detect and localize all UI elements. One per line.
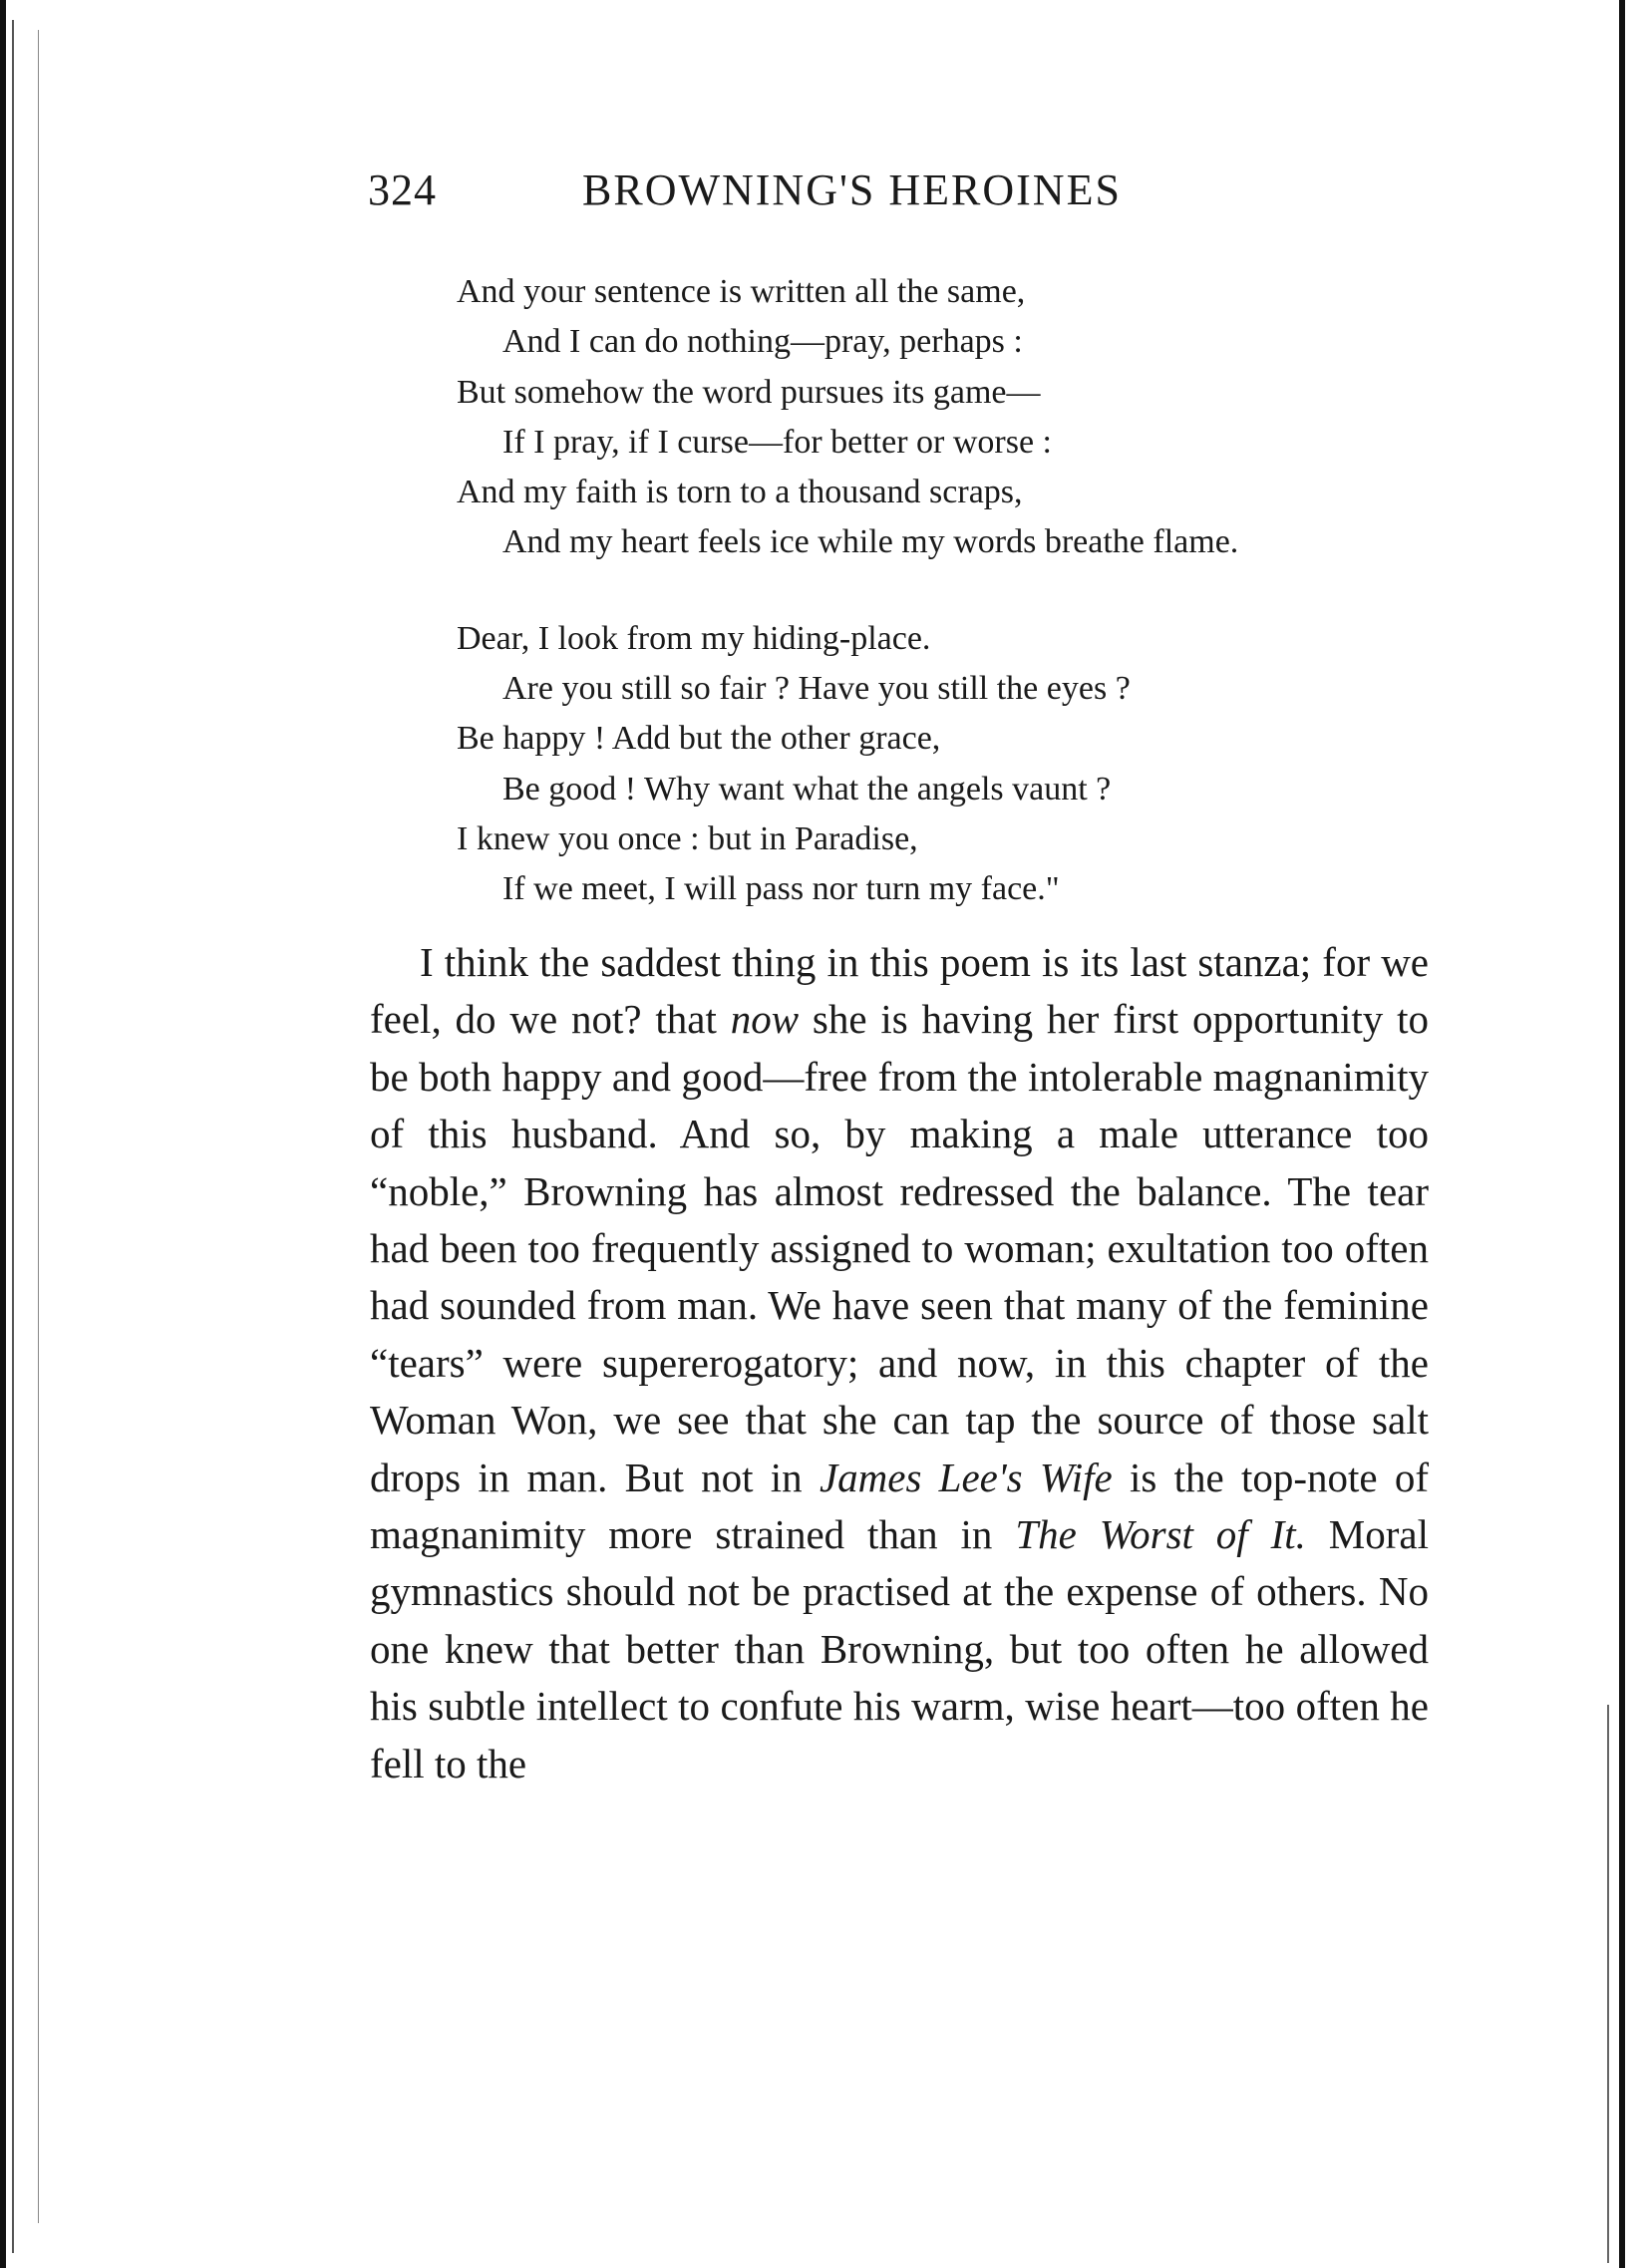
poem-line: Are you still so fair ? Have you still the eyes ? [502,670,1131,708]
running-title: BROWNING'S HEROINES [582,165,1122,214]
page-number: 324 [368,165,437,214]
poem-line: Be good ! Why want what the angels vaunt ? [502,770,1112,808]
poem-line: And your sentence is written all the same, [457,273,1026,310]
poem-quotation [457,267,1238,915]
work-title: James Lee's Wife [819,1454,1113,1500]
poem-line: Be happy ! Add but the other grace, [457,720,941,758]
emphasis: now [730,996,800,1043]
page-edge-line-left [38,30,39,2223]
poem-line: But somehow the word pursues its game— [457,373,1041,411]
poem-line: If we meet, I will pass nor turn my face." [502,870,1060,908]
page-edge-right [1619,0,1625,2268]
paragraph [370,934,1429,1792]
stanza-break [457,568,1238,614]
running-header [368,164,1205,234]
page-edge-left [0,0,6,2268]
page-edge-shadow-left [12,20,14,2253]
body-text [370,934,1429,1792]
poem-line: And I can do nothing—pray, perhaps : [502,323,1023,361]
page-edge-shadow-right [1607,1705,1609,2263]
poem-line: If I pray, if I curse—for better or worse : [502,423,1053,461]
poem-line: And my faith is torn to a thousand scraps, [457,474,1023,511]
text-run: Moral gymnastics should not be practised at the expense of others. No one knew that better than Browning, but too often he allowed his subtle intellect to confute his warm, wise heart—too often he fell to the [370,1511,1429,1786]
text-run: is the top-note of magnanimity more strained than in [370,1454,1429,1558]
text-run: she is having her first opportunity to be both happy and good—free from the intolerable magnanimity of this husband. And so, by making a male utterance too “noble,” Browning has almost redressed the balance. The tear had been too frequently assigned to woman; exultation too often had sounded from man. We have seen that many of the feminine “tears” were supererogatory; and now, in this chapter of the Woman Won, we see that she can tap the source of those salt drops in man. But not in [370,996,1430,1500]
text-run: I think the saddest thing in this poem is its last stanza; for we feel, do we not? that [370,939,1429,1043]
poem-line: And my heart feels ice while my words breathe flame. [502,523,1239,561]
work-title: The Worst of It. [1015,1511,1306,1558]
poem-line: I knew you once : but in Paradise, [457,819,918,857]
poem-line: Dear, I look from my hiding-place. [457,619,931,657]
